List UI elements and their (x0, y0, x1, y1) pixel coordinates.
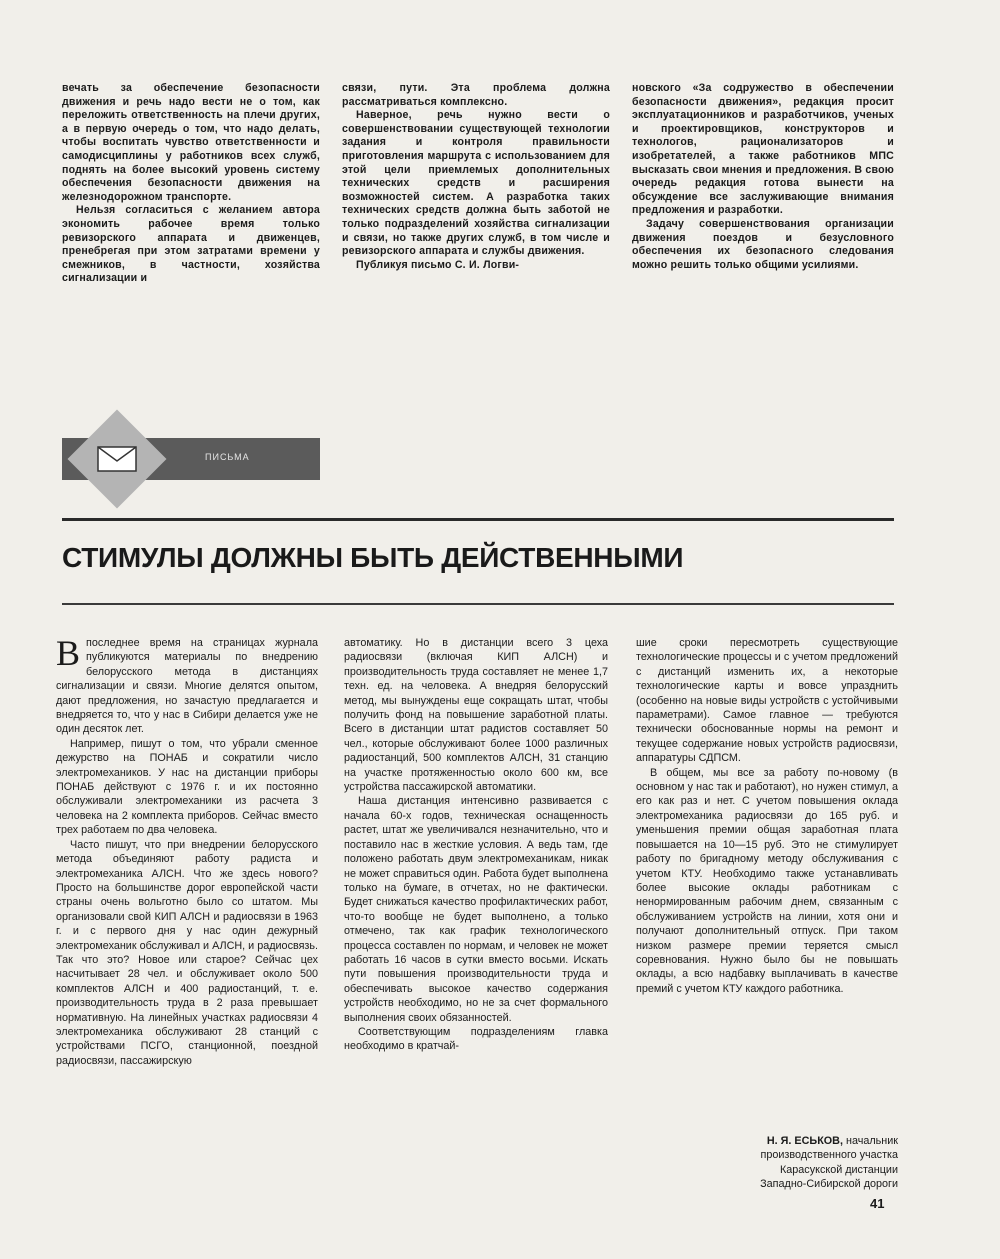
paragraph: Часто пишут, что при внедрении белорусского метода объединяют работу радиста и электромеханика АЛСН. Что же здесь нового? Просто на большинстве дорог европейской части страны очень вольготно было со штатом. Мы организовали свой КИП АЛСН и радиосвязи в 1963 г. и с первого дня у нас один дежурный электромеханик обслуживал и АЛСН, и радиосвязь. Так что это? Новое или старое? Сейчас цех насчитывает 28 чел. и обслуживает около 500 комплектов АЛСН и 400 радиостанций, т. е. производительность труда в 2 раза превышает нормативную. На линейных участках радиосвязи 4 электромеханика обслуживают 28 станций с устройствами ПСГО, станционной, поездной радиосвязи, пассажирскую (56, 838, 318, 1067)
paragraph (56, 633, 318, 737)
paragraph: Публикуя письмо С. И. Логви- (356, 258, 520, 271)
paragraph: Соответствующим подразделениям главка необходимо в кратчай- (344, 1025, 608, 1053)
signature-line: Западно-Сибирской дороги (760, 1178, 898, 1191)
paragraph: шие сроки пересмотреть существующие технологические процессы и с учетом предложений с дистанций изменить их, а некоторые технологические карты и вовсе упразднить (особенно на новые виды устройств с устойчивыми параметрами). Самое главное — требуются технически обоснованные нормы на ремонт и текущее содержание новых устройств радиосвязи, аппаратуры СДПСМ. (636, 637, 898, 765)
paragraph: В общем, мы все за работу по-новому (в основном у нас так и работают), но нужен стимул, а его как раз и нет. С учетом повышения оклада электромеханика радиосвязи до 165 руб. и уменьшения премии общая заработная плата повышается на 10—15 руб. Это не стимулирует работу по бригадному методу обслуживания с учетом КТУ. Необходимо также устанавливать более высокие оклады работникам с ненормированным рабочим днем, связанным с обслуживанием устройств на линии, хотя они и получают дополнительный отпуск. При таком низком размере премии теряется смысл соревнования. Нужно было бы не повышать оклады, а всю надбавку выплачивать в качестве премий с учетом КТУ каждого работника. (636, 766, 898, 995)
top-column-1 (62, 82, 320, 286)
paragraph: новского «За содружество в обеспечении безопасности движения», редакция просит эксплуатационников и разработчиков, ученых и проектировщиков, конструкторов и технологов, рационализаторов и изобретателей, а также работников МПС высказать свои мнения и предложения. В свою очередь редакция готова вынести на обсуждение все заслуживающие внимания предложения и разработки. (632, 82, 894, 217)
top-column-2 (342, 82, 610, 272)
author-signature (636, 1134, 898, 1192)
paragraph: Наверное, речь нужно вести о совершенствовании существующей технологии задания и контроля правильности приготовления маршрута с использованием для этой цели приемлемых дополнительных технических средств и расширения возможностей систем. А разработка таких технических средств должна быть заботой не только подразделений хозяйства сигнализации и связи, но также других служб, в том числе и ревизорского аппарата и службы движения. (342, 109, 610, 258)
signature-line (636, 1134, 898, 1148)
paragraph-text: последнее время на страницах журнала публикуются материалы по внедрению белорусского метода в дистанциях сигнализации и связи. Многие делятся опытом, дают предложения, но зачастую предлагается и внедряется то, что у нас в Сибири делается уже не один десяток лет. (56, 637, 318, 736)
article-column-1 (56, 633, 318, 1068)
top-column-3 (632, 82, 894, 272)
envelope-icon (97, 446, 137, 472)
drop-cap: В (56, 633, 81, 673)
paragraph: Например, пишут о том, что убрали сменное дежурство на ПОНАБ и сократили число электромехаников. У нас на дистанции приборы ПОНАБ действуют с 1976 г. и их постоянно обслуживали электромеханики из расчета 3 человека на 2 комплекта приборов. Сейчас вместо трех работаем по два человека. (56, 737, 318, 837)
signature-line: производственного участка (760, 1149, 898, 1162)
paragraph: вечать за обеспечение безопасности движения и речь надо вести не о том, как переложить ответственность на плечи других, а в первую очередь о том, что надо делать, чтобы воспитать чувство ответственности и самодисциплины у работников всех служб, поднять на более высокий уровень систему обеспечения безопасности движения на железнодорожном транспорте. (62, 82, 320, 203)
paragraph: автоматику. Но в дистанции всего 3 цеха радиосвязи (включая КИП АЛСН) и производительность труда составляет не менее 1,7 техн. ед. на человека. А внедряя белорусский метод, мы вынуждены еще сокращать штат, чтобы получить фонд на повышение заработной платы. Всего в дистанции штат радистов составляет 50 чел., которые обслуживают более 1000 различных радиостанций, 500 комплектов АЛСН, 31 станцию на участке протяженностью около 600 км, все устройства пассажирской автоматики. (344, 637, 608, 794)
article-column-3 (636, 636, 898, 996)
author-name: Н. Я. ЕСЬКОВ, (766, 1135, 843, 1147)
page-number: 41 (870, 1196, 885, 1211)
article-column-2 (344, 636, 608, 1054)
section-label: ПИСЬМА (205, 452, 250, 462)
paragraph: связи, пути. Эта проблема должна рассматриваться комплексно. (342, 82, 610, 108)
article-headline: СТИМУЛЫ ДОЛЖНЫ БЫТЬ ДЕЙСТВЕННЫМИ (62, 542, 684, 573)
paragraph: Нельзя согласиться с желанием автора экономить рабочее время только ревизорского аппарата и движенцев, пренебрегая при этом затратами времени у смежников, в частности, хозяйства сигнализации и (62, 204, 320, 285)
paragraph: Задачу совершенствования организации движения поездов и безусловного обеспечения их безопасного следования можно решить только общими усилиями. (632, 217, 894, 271)
divider (62, 518, 894, 521)
signature-line: Карасукской дистанции (780, 1163, 898, 1176)
paragraph: Наша дистанция интенсивно развивается с начала 60-х годов, техническая оснащенность растет, штат же увеличивался незначительно, что и поставило нас в жесткие условия. А ведь там, где положено работать двум электромеханикам, никак не может справиться один. Работа будет выполнена только на бумаге, в отчетах, но не фактически. Будет снижаться качество профилактических работ, что-то вообще не будет выполнено, а только отмечено, так как график технологического процесса составлен по нормам, и человек не может работать 16 часов в сутки вместо восьми. Искать пути повышения производительности труда и обеспечивать высокое качество содержания устройств необходимо, но не за счет формального выполнения своих обязанностей. (344, 795, 608, 1024)
divider (62, 603, 894, 605)
author-position: начальник (845, 1135, 898, 1147)
